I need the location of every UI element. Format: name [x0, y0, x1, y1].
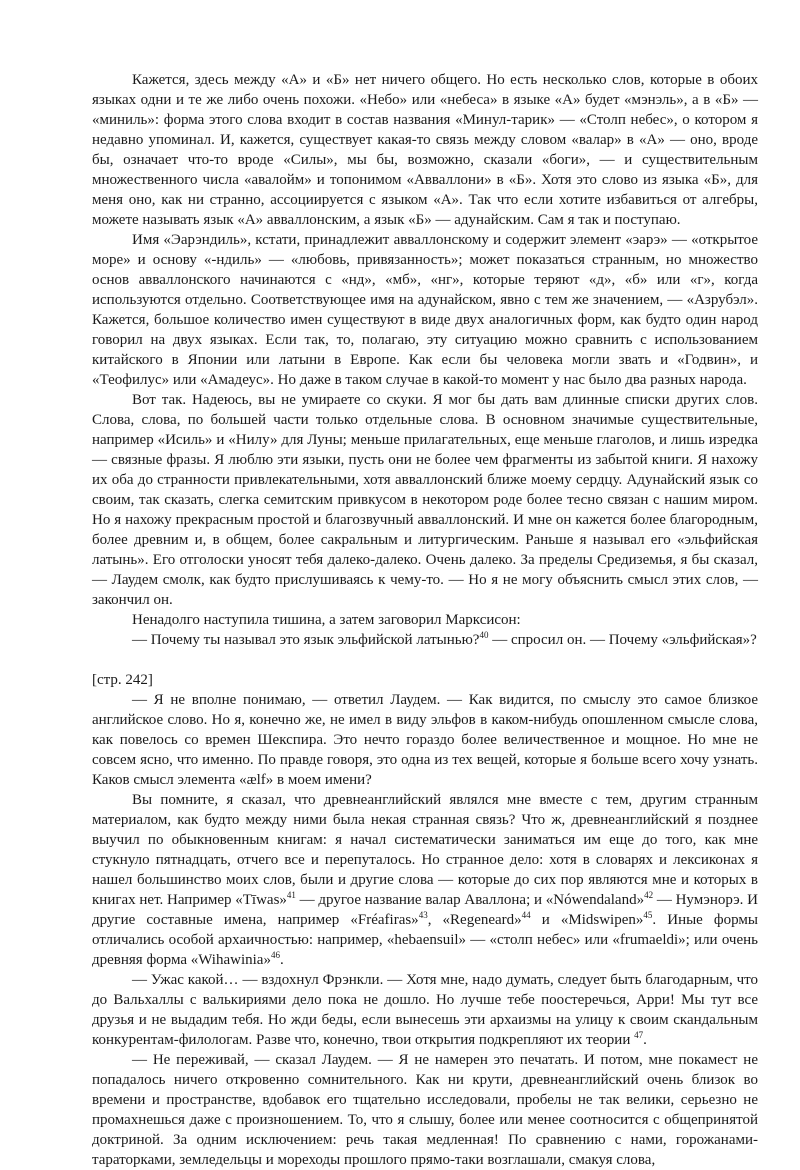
paragraph-2: Имя «Эарэндиль», кстати, принадлежит авваллонскому и содержит элемент «эарэ» — «открытое море» и основу «-ндиль» — «любовь, привязанность»; может показаться странным, но множество основ авваллонского начинаются с «нд», «мб», «нг», которые теряют «д», «б» или «г», когда используются отдельно. Соответствующее имя на адунайском, явно с тем же значением, — «Азрубэл». Кажется, большое количество имен существуют в виде двух аналогичных форм, как будто один народ говорил на двух языках. Если так, то, полагаю, эту ситуацию можно сравнить с использованием китайского в Японии или латыни в Европе. Как если бы человека могли звать и «Годвин», и «Теофилус» или «Амадеус». Но даже в таком случае в какой-то момент у нас было два разных народа. [92, 232, 758, 388]
p8-end: . [643, 1032, 647, 1048]
page-marker: [стр. 242] [92, 672, 153, 688]
paragraph-4: Ненадолго наступила тишина, а затем заговорил Марксисон: [132, 612, 521, 628]
paragraph-9: — Не переживай, — сказал Лаудем. — Я не намерен это печатать. И потом, мне покамест не попадалось ничего откровенно сомнительного. Как ни крути, древнеанглийский очень близок во времени и пространстве, вдобавок его тщательно исследовали, пробелы не так велики, серьезно не промахнешься даже с произношением. То, что я слышу, более или менее соотносится с общепринятой доктриной. За одним исключением: речь такая медленная! По сравнению с нами, горожанами-тараторками, земледельцы и мореходы прошлого прямо-таки возглашали, смакуя слова, [92, 1052, 758, 1168]
paragraph-7 [92, 790, 758, 970]
footnote-ref-41[interactable]: 41 [286, 890, 296, 900]
footnote-ref-46[interactable]: 46 [270, 950, 280, 960]
p7-text-4: , «Regeneard» [427, 912, 522, 928]
p5-after: — спросил он. — Почему «эльфийская»? [488, 632, 757, 648]
document-page [92, 70, 758, 1170]
paragraph-1: Кажется, здесь между «А» и «Б» нет ничего общего. Но есть несколько слов, которые в обоих языках одни и те же либо очень похожи. «Небо» или «небеса» в языке «А» будет «мэнэль», а в «Б» — «миниль»: форма этого слова входит в состав названия «Минул-тарик» — «Столп небес», о котором я недавно упоминал. И, кажется, существует какая-то связь между словом «валар» в «А» — оно, вроде бы, означает что-то вроде «Силы», мы бы, возможно, сказали «боги», — и существительным множественного числа «авалойм» и топонимом «Авваллони» в «Б». Хотя это слово из языка «Б», для меня оно, как ни странно, ассоциируется с языком «А». Так что если хотите избавиться от алгебры, можете называть язык «А» авваллонским, а язык «Б» — адунайским. Сам я так и поступаю. [92, 72, 758, 228]
p8-text: — Ужас какой… — вздохнул Фрэнкли. — Хотя мне, надо думать, следует быть благодарным, что до Вальхаллы с валькириями дело пока не дошло. Но лучше тебе поостеречься, Арри! Мы тут все друзья и не выдадим тебя. Но жди беды, если вынесешь эти архаизмы на улицу к своим скандальным конкурентам-филологам. Разве что, конечно, твои открытия подкрепляют их теории [92, 972, 758, 1048]
footnote-ref-40[interactable]: 40 [479, 630, 489, 640]
p7-text-2: — другое название валар Аваллона; и «Nówendaland» [295, 892, 645, 908]
p7-text-1: Вы помните, я сказал, что древнеанглийский являлся мне вместе с тем, другим странным материалом, как будто между ними была некая странная связь? Что ж, древнеанглийский я позднее выучил по обыкновенным книгам: я начал систематически заниматься им еще до того, как мне стукнуло пятнадцать, отчего все и перепуталось. Но странное дело: хотя в словарях и лексиконах я нашел большинство моих слов, были и другие слова — которые до сих пор являются мне и которых в книгах нет. Например «Tīwas» [92, 792, 758, 908]
paragraph-5 [92, 630, 758, 650]
footnote-ref-45[interactable]: 45 [643, 910, 653, 920]
footnote-ref-43[interactable]: 43 [418, 910, 428, 920]
footnote-ref-42[interactable]: 42 [644, 890, 654, 900]
p7-text-5: и «Midswipen» [530, 912, 644, 928]
p5-before: — Почему ты называл это язык эльфийской латынью? [132, 632, 480, 648]
p7-text-3: — Нумэнорэ. И другие составные имена, например «Fréafiras» [92, 892, 758, 928]
p7-text-6: . Иные формы отличались особой архаичностью: например, «hebaensuil» — «столп небес» или «frumaeldi»; или очень древняя форма «Wihawinia» [92, 912, 758, 968]
paragraph-3: Вот так. Надеюсь, вы не умираете со скуки. Я мог бы дать вам длинные списки других слов. Слова, слова, по большей части только отдельные слова. В основном значимые существительные, например «Исиль» и «Нилу» для Луны; меньше прилагательных, еще меньше глаголов, и лишь изредка — связные фразы. Я люблю эти языки, пусть они не более чем фрагменты из забытой книги. Я нахожу их оба до странности привлекательными, хотя авваллонский ближе моему сердцу. Адунайский язык со своим, так сказать, слегка семитским привкусом в некотором роде более тесно связан с нашим миром. Но я нахожу прекрасным простой и благозвучный авваллонский. И мне он кажется более благородным, более древним и, в общем, более сакральным и литургическим. Раньше я называл его «эльфийская латынь». Его отголоски уносят тебя далеко-далеко. Очень далеко. За пределы Средиземья, я бы сказал, — Лаудем смолк, как будто прислушиваясь к чему-то. — Но я не могу объяснить смысл этих слов, — закончил он. [92, 392, 758, 608]
footnote-ref-47[interactable]: 47 [634, 1030, 644, 1040]
paragraph-8 [92, 970, 758, 1050]
footnote-ref-44[interactable]: 44 [521, 910, 531, 920]
paragraph-6: — Я не вполне понимаю, — ответил Лаудем. — Как видится, по смыслу это самое близкое английское слово. Но я, конечно же, не имел в виду эльфов в каком-нибудь опошленном смысле слова, как повелось со времен Шекспира. Это нечто гораздо более величественное и мощное. Но мне не совсем ясно, что именно. По правде говоря, это одна из тех вещей, которые я больше всего хочу узнать. Каков смысл элемента «ælf» в моем имени? [92, 692, 758, 788]
p7-text-7: . [279, 952, 284, 968]
